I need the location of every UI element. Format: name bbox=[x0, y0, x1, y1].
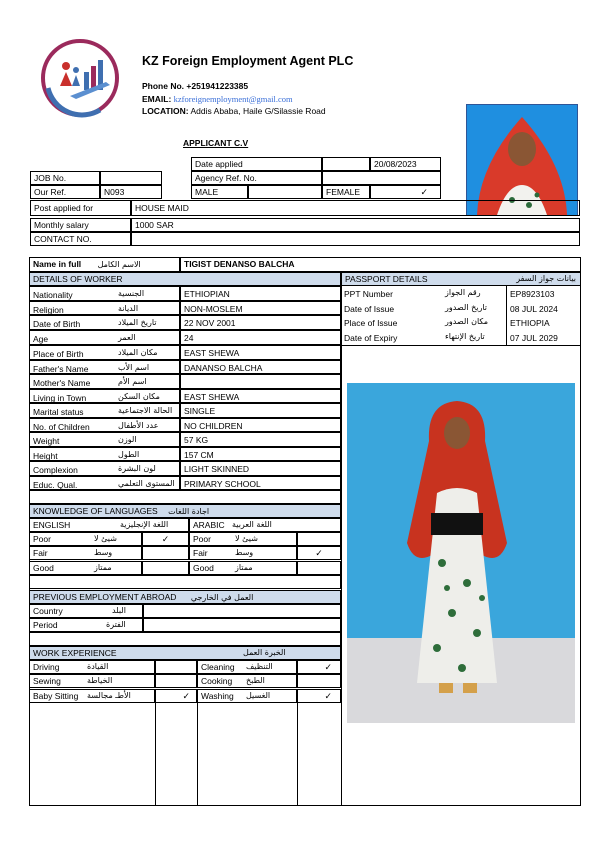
agency-ref-value bbox=[322, 171, 441, 185]
work-skill-left-checkmark bbox=[155, 660, 197, 674]
detail-label-cell bbox=[29, 389, 180, 403]
previous-employment-header bbox=[29, 590, 341, 604]
arabic-level-label: Fair bbox=[193, 548, 208, 558]
monthly-salary-label: Monthly salary bbox=[30, 218, 131, 232]
detail-label-arabic: المستوى التعلمي bbox=[118, 479, 175, 488]
work-skill-left-label: Sewing bbox=[33, 676, 61, 686]
detail-label-arabic: مكان السكن bbox=[118, 392, 160, 401]
company-name: KZ Foreign Employment Agent PLC bbox=[142, 54, 354, 68]
detail-label-arabic: العمر bbox=[118, 333, 136, 342]
detail-value: 22 NOV 2001 bbox=[180, 315, 341, 330]
arabic-level-arabic: ممتاز bbox=[235, 563, 253, 572]
passport-value: 08 JUL 2024 bbox=[510, 304, 558, 314]
detail-value: NO CHILDREN bbox=[180, 418, 341, 432]
passport-header-label: PASSPORT DETAILS bbox=[345, 274, 428, 284]
post-applied-label: Post applied for bbox=[30, 200, 131, 216]
passport-label-arabic: تاريخ الإنتهاء bbox=[445, 332, 485, 341]
detail-value: EAST SHEWA bbox=[180, 389, 341, 403]
detail-label-arabic: لون البشرة bbox=[118, 464, 156, 473]
english-label-arabic: اللغة الإنجليزية bbox=[120, 520, 169, 529]
work-skill-left-arabic: القيادة bbox=[87, 662, 109, 671]
passport-column-divider bbox=[506, 286, 507, 345]
detail-label-cell bbox=[29, 418, 180, 432]
period-label: Period bbox=[33, 620, 58, 630]
detail-label-cell bbox=[29, 374, 180, 389]
english-level-cell bbox=[29, 561, 142, 575]
detail-label: Height bbox=[33, 451, 58, 461]
phone-value: +251941223385 bbox=[186, 81, 249, 91]
detail-label-cell bbox=[29, 432, 180, 447]
detail-label: Religion bbox=[33, 305, 64, 315]
english-label: ENGLISH bbox=[33, 520, 71, 530]
work-skill-left-cell bbox=[29, 689, 155, 703]
full-name-value: TIGIST DENANSO BALCHA bbox=[180, 257, 581, 272]
arabic-level-label: Good bbox=[193, 563, 214, 573]
work-skill-right-label: Cooking bbox=[201, 676, 233, 686]
detail-label: Date of Birth bbox=[33, 319, 81, 329]
arabic-level-cell bbox=[189, 532, 297, 546]
passport-label-cell bbox=[341, 286, 506, 301]
passport-value: ETHIOPIA bbox=[510, 318, 550, 328]
passport-label-cell bbox=[341, 330, 506, 345]
passport-header-arabic: بيانات جواز السفر bbox=[516, 274, 576, 283]
arabic-level-arabic: وسط bbox=[235, 548, 254, 557]
passport-value: 07 JUL 2029 bbox=[510, 333, 558, 343]
details-spacer-row bbox=[29, 490, 341, 504]
detail-label-arabic: الوزن bbox=[118, 435, 137, 444]
work-skill-right-checkmark: ✓ bbox=[297, 689, 341, 703]
detail-value: SINGLE bbox=[180, 403, 341, 418]
work-skill-right-arabic: الطبخ bbox=[246, 676, 265, 685]
detail-label: Place of Birth bbox=[33, 349, 84, 359]
email-label: EMAIL: bbox=[142, 94, 172, 104]
work-divider-c bbox=[297, 703, 298, 806]
passport-label-arabic: تاريخ الصدور bbox=[445, 303, 487, 312]
email-line bbox=[142, 94, 293, 104]
email-link[interactable]: kzforeignemployment@gmail.com bbox=[173, 94, 293, 104]
arabic-level-checkmark bbox=[297, 532, 341, 546]
job-no-value bbox=[100, 171, 162, 185]
passport-label-cell bbox=[341, 315, 506, 330]
name-label: Name in full bbox=[33, 259, 82, 269]
detail-label-cell bbox=[29, 461, 180, 476]
passport-label-arabic: مكان الصدور bbox=[445, 317, 489, 326]
detail-label: Complexion bbox=[33, 465, 78, 475]
detail-label: Mother's Name bbox=[33, 378, 91, 388]
passport-label-arabic: رقم الجواز bbox=[445, 288, 481, 297]
work-divider-a bbox=[155, 703, 156, 806]
country-label-cell bbox=[29, 604, 143, 618]
work-skill-left-arabic: الأطـ مجالسة bbox=[87, 691, 131, 700]
country-value bbox=[143, 604, 341, 618]
location-line bbox=[142, 106, 326, 116]
passport-label: PPT Number bbox=[344, 289, 393, 299]
detail-label-cell bbox=[29, 330, 180, 345]
detail-label-arabic: مكان الميلاد bbox=[118, 348, 158, 357]
passport-bottom-border bbox=[341, 345, 581, 346]
detail-label-arabic: عدد الأطفال bbox=[118, 421, 159, 430]
work-experience-header bbox=[29, 646, 341, 660]
passport-details-header bbox=[341, 272, 581, 286]
name-label-arabic: الاسم الكامل bbox=[97, 260, 141, 269]
female-checkmark: ✓ bbox=[370, 185, 441, 199]
detail-value: 157 CM bbox=[180, 447, 341, 461]
detail-value: EAST SHEWA bbox=[180, 345, 341, 360]
agency-ref-label: Agency Ref. No. bbox=[191, 171, 322, 185]
arabic-level-cell bbox=[189, 561, 297, 575]
work-skill-right-cell bbox=[197, 689, 297, 703]
detail-label-cell bbox=[29, 403, 180, 418]
detail-value: LIGHT SKINNED bbox=[180, 461, 341, 476]
detail-label: Educ. Qual. bbox=[33, 480, 78, 490]
our-ref-value: N093 bbox=[100, 185, 162, 199]
detail-label-cell bbox=[29, 315, 180, 330]
job-no-label: JOB No. bbox=[30, 171, 100, 185]
male-box bbox=[248, 185, 322, 199]
location-label: LOCATION: bbox=[142, 106, 189, 116]
arabic-level-cell bbox=[189, 546, 297, 560]
detail-label: Marital status bbox=[33, 407, 84, 417]
english-level-label: Good bbox=[33, 563, 54, 573]
work-experience-arabic: الخبرة العمل bbox=[243, 648, 286, 657]
contact-no-value bbox=[131, 232, 580, 246]
detail-value: DANANSO BALCHA bbox=[180, 360, 341, 374]
detail-label-cell bbox=[29, 476, 180, 490]
column-divider bbox=[341, 272, 342, 806]
detail-label-cell bbox=[29, 345, 180, 360]
detail-value: 57 KG bbox=[180, 432, 341, 447]
arabic-label: ARABIC bbox=[193, 520, 225, 530]
english-level-checkmark bbox=[142, 546, 189, 560]
arabic-label-arabic: اللغة العربية bbox=[232, 520, 272, 529]
post-applied-value: HOUSE MAID bbox=[131, 200, 580, 216]
english-column-header bbox=[29, 518, 189, 532]
female-label: FEMALE bbox=[322, 185, 370, 199]
date-applied-value: 20/08/2023 bbox=[370, 157, 441, 171]
location-value: Addis Ababa, Haile G/Silassie Road bbox=[190, 106, 326, 116]
work-skill-right-checkmark bbox=[297, 674, 341, 688]
languages-header-arabic: اجادة اللغات bbox=[168, 507, 210, 516]
arabic-level-checkmark bbox=[297, 561, 341, 575]
detail-label-arabic: اسم الأب bbox=[118, 363, 150, 372]
detail-value: ETHIOPIAN bbox=[180, 286, 341, 301]
work-skill-right-arabic: الغسيل bbox=[246, 691, 271, 700]
english-level-arabic: وسط bbox=[94, 548, 113, 557]
english-level-arabic: ممتاز bbox=[94, 563, 112, 572]
work-skill-right-checkmark: ✓ bbox=[297, 660, 341, 674]
detail-label-arabic: الجنسية bbox=[118, 289, 145, 298]
detail-label-cell bbox=[29, 360, 180, 374]
english-level-checkmark bbox=[142, 561, 189, 575]
english-level-arabic: شيئ لا bbox=[94, 534, 117, 543]
country-label-arabic: البلد bbox=[112, 606, 126, 615]
arabic-column-header bbox=[189, 518, 341, 532]
work-experience-label: WORK EXPERIENCE bbox=[33, 648, 117, 658]
detail-label: Nationality bbox=[33, 290, 73, 300]
work-skill-right-cell bbox=[197, 660, 297, 674]
detail-label-cell bbox=[29, 301, 180, 315]
arabic-level-checkmark: ✓ bbox=[297, 546, 341, 560]
work-skill-right-cell bbox=[197, 674, 297, 688]
languages-spacer-row bbox=[29, 575, 341, 589]
english-level-label: Fair bbox=[33, 548, 48, 558]
passport-label: Place of Issue bbox=[344, 318, 398, 328]
detail-value: PRIMARY SCHOOL bbox=[180, 476, 341, 490]
arabic-level-arabic: شيئ لا bbox=[235, 534, 258, 543]
languages-header bbox=[29, 504, 341, 518]
contact-no-label: CONTACT NO. bbox=[30, 232, 131, 246]
detail-label: Age bbox=[33, 334, 49, 344]
our-ref-label: Our Ref. bbox=[30, 185, 100, 199]
company-logo bbox=[40, 38, 120, 118]
country-label: Country bbox=[33, 606, 63, 616]
detail-value: 24 bbox=[180, 330, 341, 345]
period-label-arabic: الفترة bbox=[106, 620, 126, 629]
detail-label-arabic: الديانة bbox=[118, 304, 139, 313]
date-applied-label: Date applied bbox=[191, 157, 322, 171]
period-label-cell bbox=[29, 618, 143, 632]
previous-employment-label: PREVIOUS EMPLOYMENT ABROAD bbox=[33, 592, 177, 602]
monthly-salary-value: 1000 SAR bbox=[131, 218, 580, 232]
male-label: MALE bbox=[191, 185, 248, 199]
languages-header-label: KNOWLEDGE OF LANGUAGES bbox=[33, 506, 158, 516]
passport-label: Date of Issue bbox=[344, 304, 395, 314]
english-level-label: Poor bbox=[33, 534, 51, 544]
work-skill-left-label: Baby Sitting bbox=[33, 691, 79, 701]
cv-title: APPLICANT C.V bbox=[183, 138, 249, 148]
passport-label-cell bbox=[341, 301, 506, 316]
previous-employment-arabic: العمل في الخارجي bbox=[190, 593, 254, 602]
details-of-worker-header: DETAILS OF WORKER bbox=[29, 272, 341, 286]
english-level-cell bbox=[29, 532, 142, 546]
detail-label-arabic: الحالة الاجتماعية bbox=[118, 406, 173, 415]
detail-label-arabic: اسم الأم bbox=[118, 377, 147, 386]
detail-label: No. of Children bbox=[33, 422, 90, 432]
detail-label-cell bbox=[29, 286, 180, 301]
work-skill-left-cell bbox=[29, 660, 155, 674]
phone-line bbox=[142, 81, 248, 91]
detail-label-arabic: الطول bbox=[118, 450, 140, 459]
work-skill-left-arabic: الخياطة bbox=[87, 676, 113, 685]
detail-label: Living in Town bbox=[33, 393, 87, 403]
name-label-cell bbox=[29, 257, 180, 272]
full-body-photo bbox=[347, 383, 575, 723]
passport-value: EP8923103 bbox=[510, 289, 555, 299]
previous-spacer-row bbox=[29, 632, 341, 646]
detail-label: Weight bbox=[33, 436, 60, 446]
work-skill-right-label: Cleaning bbox=[201, 662, 235, 672]
work-skill-left-checkmark bbox=[155, 674, 197, 688]
work-skill-left-checkmark: ✓ bbox=[155, 689, 197, 703]
detail-value bbox=[180, 374, 341, 389]
english-level-checkmark: ✓ bbox=[142, 532, 189, 546]
date-applied-blank bbox=[322, 157, 370, 171]
work-skill-right-label: Washing bbox=[201, 691, 234, 701]
period-value bbox=[143, 618, 341, 632]
detail-label: Father's Name bbox=[33, 364, 89, 374]
detail-label-cell bbox=[29, 447, 180, 461]
work-skill-right-arabic: التنظيف bbox=[246, 662, 273, 671]
passport-label: Date of Expiry bbox=[344, 333, 398, 343]
headshot-photo bbox=[467, 105, 577, 215]
detail-label-arabic: تاريخ الميلاد bbox=[118, 318, 157, 327]
work-divider-b bbox=[197, 703, 198, 806]
work-skill-left-cell bbox=[29, 674, 155, 688]
arabic-level-label: Poor bbox=[193, 534, 211, 544]
english-level-cell bbox=[29, 546, 142, 560]
detail-value: NON-MOSLEM bbox=[180, 301, 341, 315]
phone-label: Phone No. bbox=[142, 81, 185, 91]
work-skill-left-label: Driving bbox=[33, 662, 60, 672]
